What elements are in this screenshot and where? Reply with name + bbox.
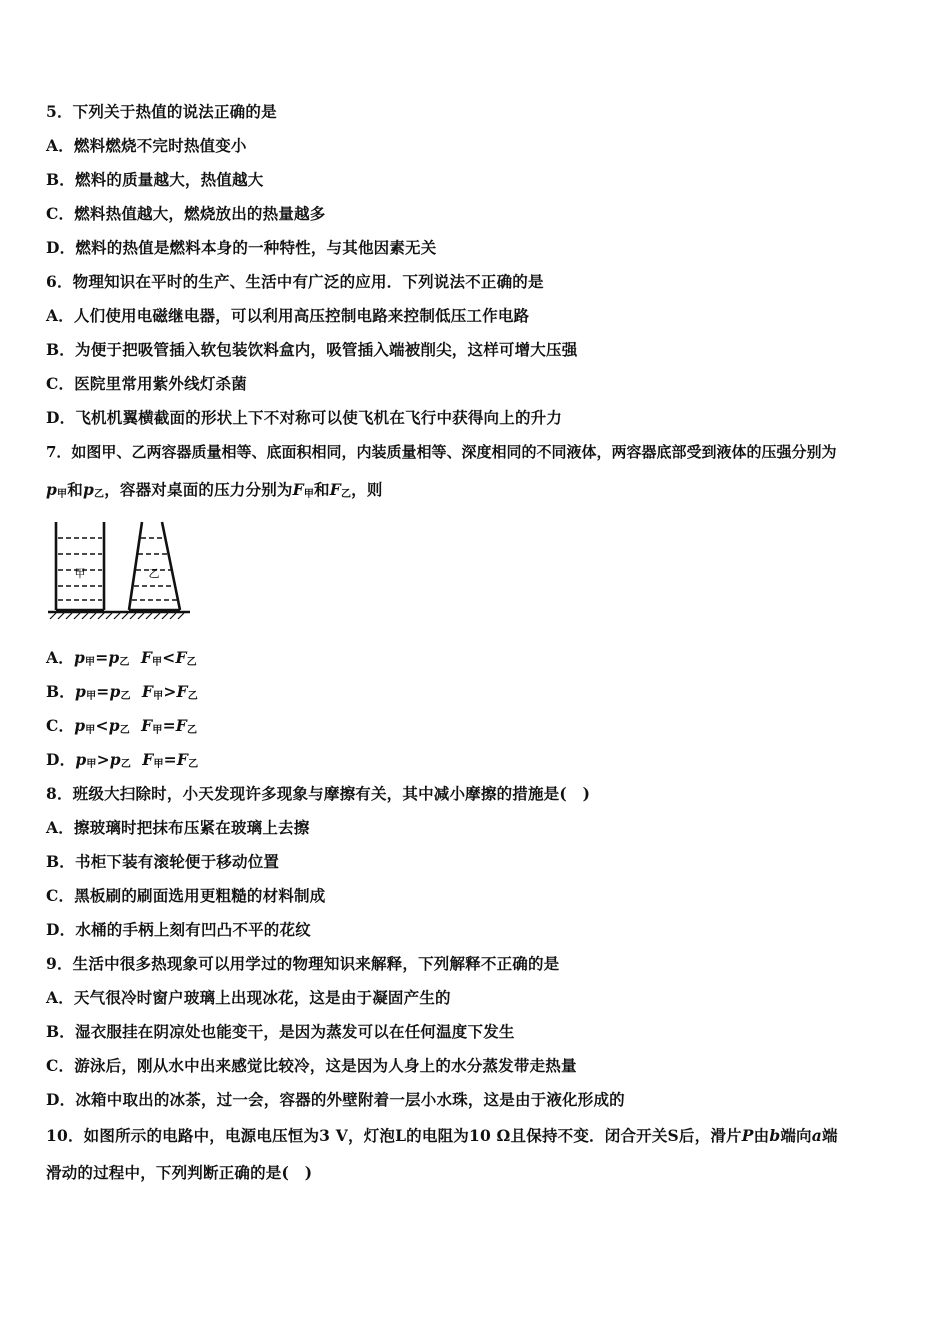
q5-stem: 5．下列关于热值的说法正确的是 [46,102,277,121]
q6-option-d: D．飞机机翼横截面的形状上下不对称可以使飞机在飞行中获得向上的升力 [46,408,563,427]
q6-option-a: A．人们使用电磁继电器，可以利用高压控制电路来控制低压工作电路 [46,306,530,325]
q9-option-a: A．天气很冷时窗户玻璃上出现冰花，这是由于凝固产生的 [46,988,451,1007]
container-yi [129,522,180,610]
q8-option-a: A．擦玻璃时把抹布压紧在玻璃上去擦 [46,818,310,837]
q7-option-a: A．$p_甲=p_乙$ $F_甲<F_乙$ [46,648,197,668]
label-jia: 甲 [74,567,86,580]
containers-figure [44,516,194,620]
q5-option-b: B．燃料的质量越大，热值越大 [46,170,264,189]
q5-option-c: C．燃料热值越大，燃烧放出的热量越多 [46,204,326,223]
q9-stem: 9．生活中很多热现象可以用学过的物理知识来解释，下列解释不正确的是 [46,954,560,973]
q6-option-c: C．医院里常用紫外线灯杀菌 [46,374,247,393]
q5-option-d: D．燃料的热值是燃料本身的一种特性，与其他因素无关 [46,238,437,257]
q8-stem: 8．班级大扫除时，小天发现许多现象与摩擦有关，其中减小摩擦的措施是( ) [46,784,591,803]
q8-option-c: C．黑板刷的刷面选用更粗糙的材料制成 [46,886,326,905]
q7-option-c: C．$p_甲<p_乙$ $F_甲=F_乙$ [46,716,198,736]
q7-option-d: D．$p_甲>p_乙$ $F_甲=F_乙$ [46,750,199,770]
q10-stem-line1: 10．如图所示的电路中，电源电压恒为3 V，灯泡L的电阻为10 Ω且保持不变．闭合开关S后，滑片P由b端向a端 [46,1126,838,1145]
q9-option-d: D．冰箱中取出的冰茶，过一会，容器的外壁附着一层小水珠，这是由于液化形成的 [46,1090,625,1109]
q9-option-c: C．游泳后，刚从水中出来感觉比较冷，这是因为人身上的水分蒸发带走热量 [46,1056,577,1075]
q7-option-b: B．$p_甲=p_乙$ $F_甲>F_乙$ [46,682,198,702]
table-surface [48,612,190,619]
label-yi: 乙 [148,567,160,580]
q6-option-b: B．为便于把吸管插入软包装饮料盒内，吸管插入端被削尖，这样可增大压强 [46,340,578,359]
q8-option-d: D．水桶的手柄上刻有凹凸不平的花纹 [46,920,311,939]
q7-stem-line1: 7．如图甲、乙两容器质量相等、底面积相同，内装质量相等、深度相同的不同液体，两容器底部受到液体的压强分别为 [46,443,837,461]
q6-stem: 6．物理知识在平时的生产、生活中有广泛的应用．下列说法不正确的是 [46,272,544,291]
q10-stem-line2: 滑动的过程中，下列判断正确的是( ) [46,1163,313,1182]
q8-option-b: B．书柜下装有滚轮便于移动位置 [46,852,280,871]
q7-stem-line2: $p_甲$和$p_乙$，容器对桌面的压力分别为$F_甲$和$F_乙$，则 [46,480,383,500]
q5-option-a: A．燃料燃烧不完时热值变小 [46,136,247,155]
q9-option-b: B．湿衣服挂在阴凉处也能变干，是因为蒸发可以在任何温度下发生 [46,1022,515,1041]
container-jia [56,522,104,610]
